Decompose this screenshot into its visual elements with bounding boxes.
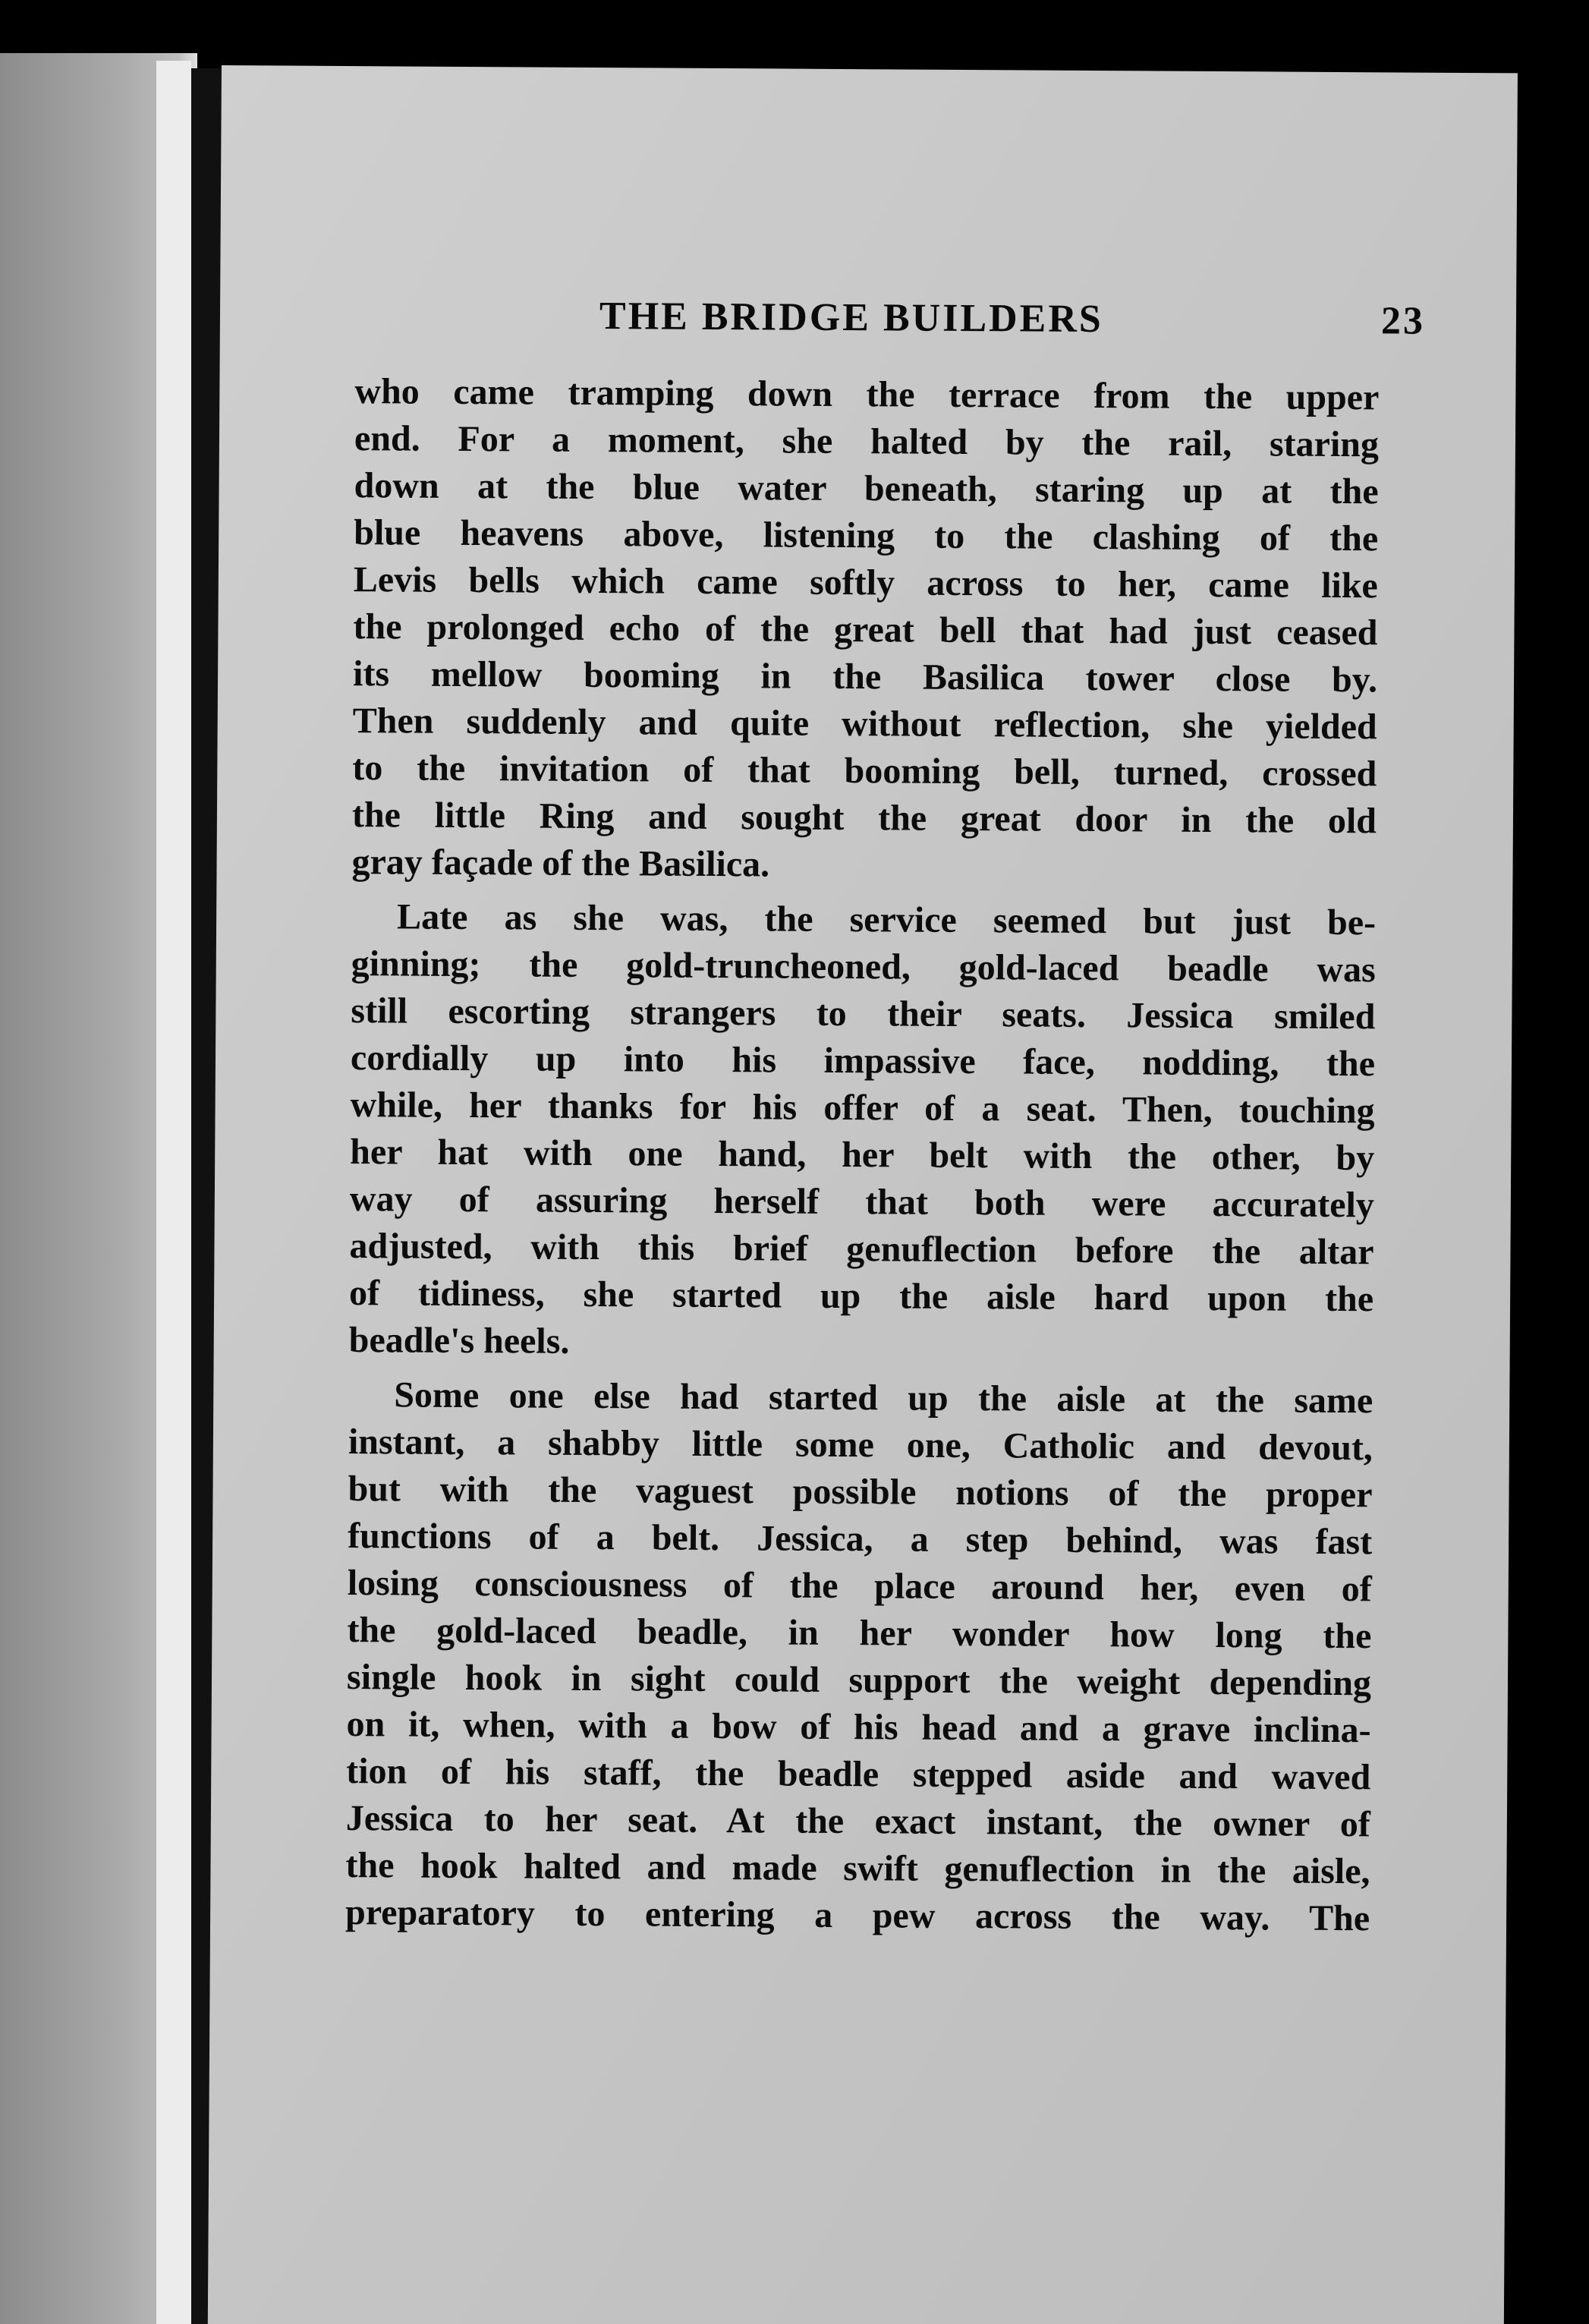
- text-line: gray façade of the Basilica.: [351, 842, 770, 885]
- page-gutter-highlight: [156, 61, 191, 2324]
- text-line: the hook halted and made swift genuflection in the aisle,: [345, 1845, 1370, 1892]
- text-line: the prolonged echo of the great bell that had just ceased: [353, 606, 1378, 653]
- body-text: [345, 368, 1380, 1942]
- text-line: to the invitation of that booming bell, turned, crossed: [352, 748, 1377, 795]
- text-line: its mellow booming in the Basilica tower close by.: [352, 653, 1378, 701]
- text-line: Then suddenly and quite without reflection, she yielded: [352, 701, 1377, 748]
- text-line: still escorting strangers to their seats. Jessica smiled: [351, 990, 1376, 1038]
- text-line: the gold-laced beadle, in her wonder how long the: [347, 1610, 1372, 1657]
- text-line: while, her thanks for his offer of a seat. Then, touching: [350, 1085, 1375, 1132]
- running-title: THE BRIDGE BUILDERS: [599, 294, 1103, 342]
- page-header: [539, 294, 1434, 343]
- text-line: functions of a belt. Jessica, a step behind, was fast: [348, 1516, 1373, 1563]
- text-line: ginning; the gold-truncheoned, gold-laced beadle was: [351, 943, 1376, 990]
- text-line: who came tramping down the terrace from the upper: [354, 371, 1380, 418]
- text-line: adjusted, with this brief genuflection before the altar: [349, 1226, 1374, 1273]
- text-line: but with the vaguest possible notions of the proper: [348, 1469, 1373, 1516]
- text-line: way of assuring herself that both were accurately: [349, 1179, 1375, 1226]
- page-number: 23: [1380, 299, 1426, 343]
- text-line: Some one else had started up the aisle at the same: [394, 1375, 1373, 1422]
- text-line: Jessica to her seat. At the exact instant, the owner of: [345, 1798, 1371, 1845]
- text-line: beadle's heels.: [348, 1320, 570, 1362]
- text-line: her hat with one hand, her belt with the other, by: [350, 1132, 1375, 1179]
- text-line: the little Ring and sought the great door in the old: [351, 795, 1377, 842]
- text-line: down at the blue water beneath, staring up at the: [354, 465, 1379, 512]
- book-page: [208, 65, 1518, 2324]
- text-line: instant, a shabby little some one, Catholic and devout,: [348, 1422, 1373, 1469]
- text-line: Late as she was, the service seemed but just be-: [396, 896, 1377, 943]
- text-line: end. For a moment, she halted by the rail, staring: [354, 418, 1380, 465]
- text-line: blue heavens above, listening to the clashing of the: [354, 512, 1379, 559]
- text-line: cordially up into his impassive face, nodding, the: [350, 1038, 1376, 1085]
- text-line: Levis bells which came softly across to her, came like: [353, 559, 1379, 606]
- text-line: on it, when, with a bow of his head and a grave inclina-: [346, 1704, 1371, 1751]
- text-line: preparatory to entering a pew across the way. The: [345, 1892, 1370, 1939]
- text-line: single hook in sight could support the weight depending: [346, 1657, 1372, 1704]
- paragraph-2: [349, 893, 1377, 1370]
- paragraph-1: [351, 368, 1379, 892]
- paragraph-3: [345, 1371, 1373, 1942]
- text-line: tion of his staff, the beadle stepped aside and waved: [346, 1751, 1371, 1798]
- text-line: losing consciousness of the place around her, even of: [347, 1563, 1372, 1610]
- text-line: of tidiness, she started up the aisle hard upon the: [348, 1273, 1374, 1320]
